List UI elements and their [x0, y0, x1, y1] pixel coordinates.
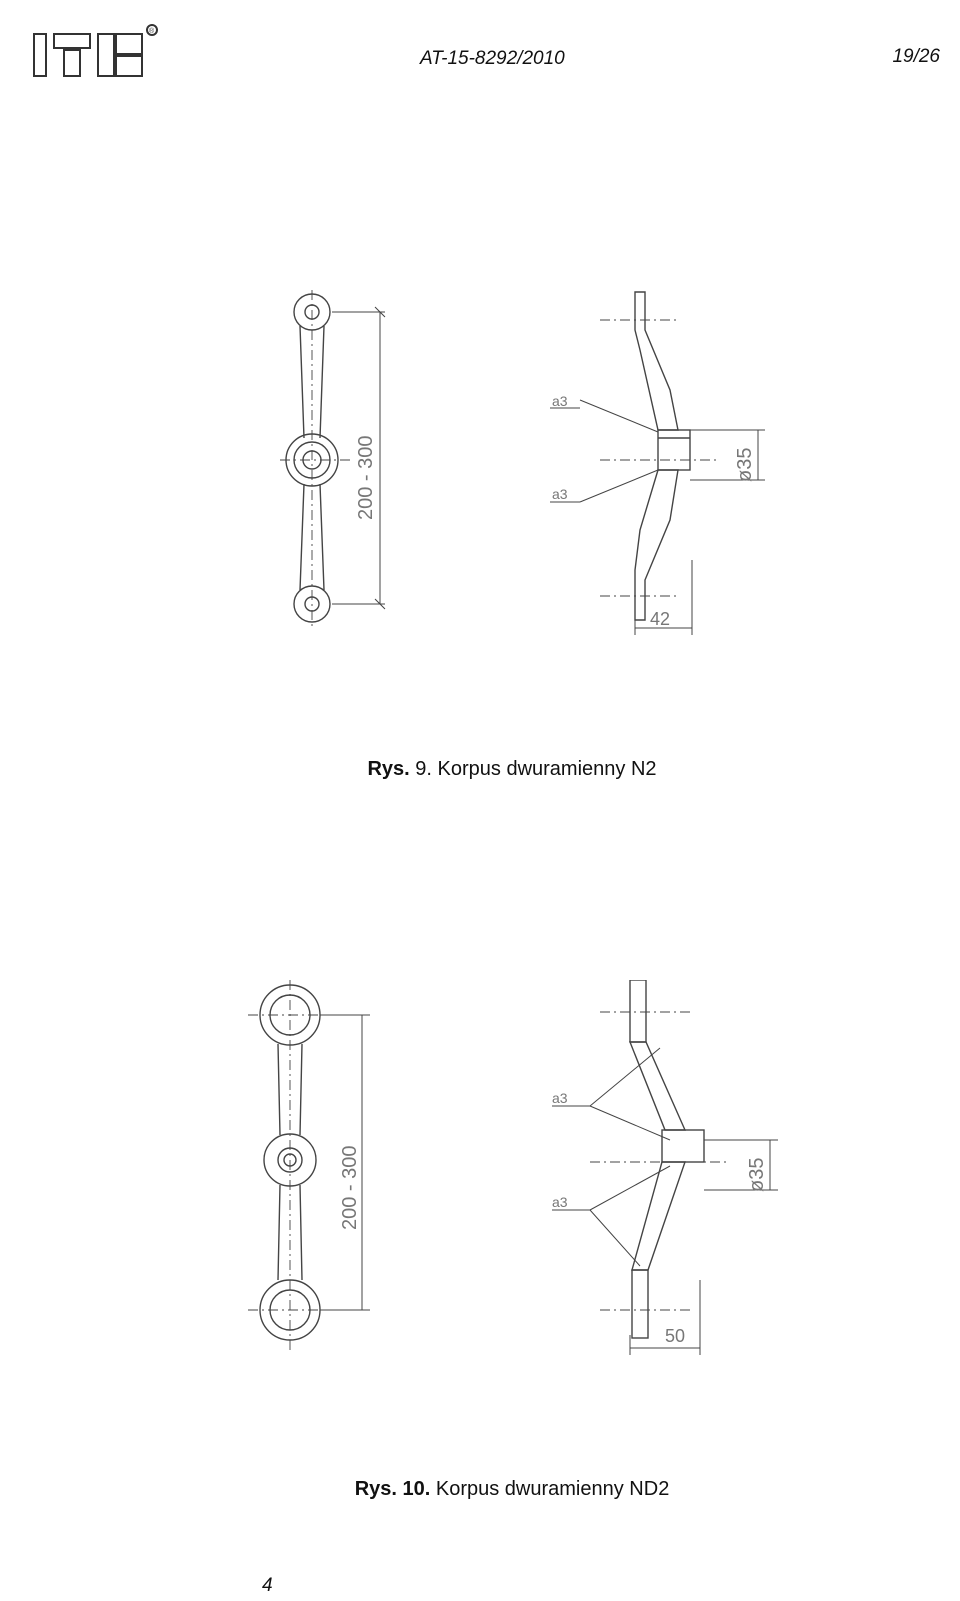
figure-1-diameter-dimension: ø35	[734, 447, 756, 482]
figure-1-weld-bottom-label: a3	[552, 486, 568, 502]
figure-1-drawing	[240, 280, 780, 660]
figure-1-caption-text: Korpus dwuramienny N2	[437, 758, 657, 780]
figure-1-weld-top-label: a3	[552, 393, 568, 409]
figure-2-caption-label: Rys.	[354, 1478, 397, 1500]
document-number: AT-15-8292/2010	[420, 48, 565, 69]
figure-2-drawing	[230, 980, 810, 1400]
figure-2-caption-text: Korpus dwuramienny ND2	[435, 1478, 670, 1500]
figure-1-width-dimension: 42	[650, 609, 671, 629]
figure-2-weld-bottom-label: a3	[552, 1194, 568, 1210]
registered-mark: ®	[149, 28, 155, 35]
figure-1-caption	[32, 758, 960, 781]
page-number: 19/26	[892, 46, 940, 67]
figure-2-span-dimension: 200 - 300	[339, 1145, 361, 1230]
figure-2-width-dimension: 50	[665, 1326, 686, 1346]
figure-2-diameter-dimension: ø35	[746, 1157, 768, 1192]
footer-mark: 4	[262, 1575, 273, 1596]
figure-2-caption-number: 10.	[402, 1478, 431, 1500]
figure-1-caption-label: Rys.	[367, 758, 410, 780]
figure-1-caption-number: 9.	[415, 758, 432, 780]
figure-2-caption	[32, 1478, 960, 1501]
figure-2-weld-top-label: a3	[552, 1090, 568, 1106]
figure-1-span-dimension: 200 - 300	[355, 435, 377, 520]
itb-logo	[32, 22, 162, 82]
